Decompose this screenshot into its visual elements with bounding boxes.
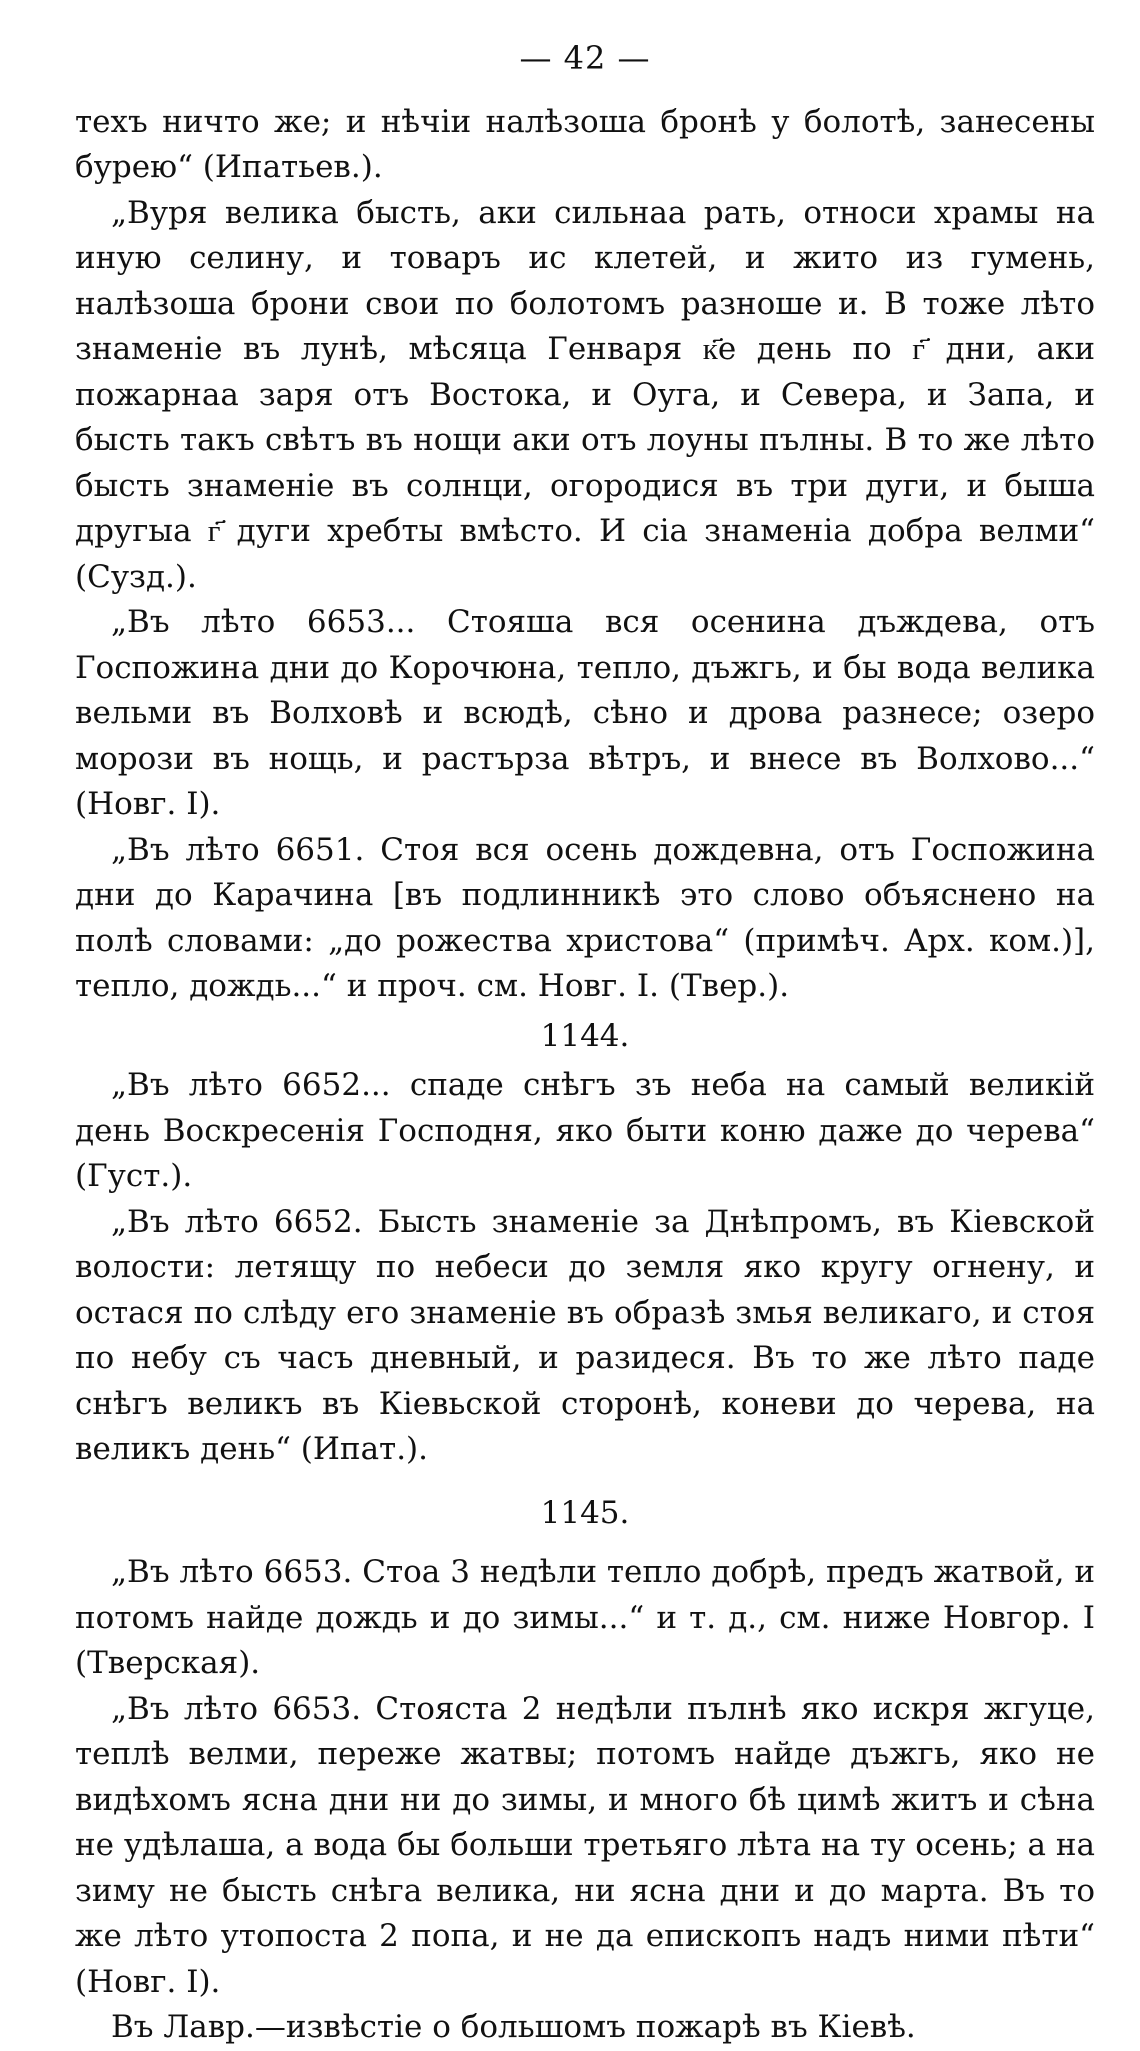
paragraph: „Въ лѣто 6653. Стояста 2 недѣли пълнѣ яко искря жгуце, теплѣ велми, переже жатвы; потомъ найде дъжгь, яко не видѣхомъ ясна дни ни до зимы, и много бѣ цимѣ житъ и сѣна не удѣлаша, а вода бы больши третьяго лѣта на ту осень; а на зиму не бысть снѣга велика, ни ясна дни и до марта. Въ то же лѣто утопоста 2 попа, и не да епископъ надъ ними пѣти“ (Новг. I). bbox=[75, 1690, 1095, 2000]
text-block-1145 bbox=[75, 1550, 1095, 2051]
paragraph: „Въ лѣто 6651. Стоя вся осень дождевна, отъ Госпожина дни до Карачина [въ подлинникѣ это слово объяснено на полѣ словами: „до рожества христова“ (примѣч. Арх. ком.)], тепло, дождь...“ и проч. см. Новг. I. (Твер.). bbox=[75, 831, 1095, 1004]
year-heading-1144: 1144. bbox=[540, 1017, 630, 1054]
text-block-top bbox=[75, 100, 1095, 1010]
paragraph: „Вуря велика бысть, аки сильнаа рать, относи храмы на иную селину, и товаръ ис клетей, и жито из гумень, налѣзоша брони свои по болотомъ разноше и. В тоже лѣто знаменіе въ лунѣ, мѣсяца Генваря к҃е день по г҃ дни, аки пожарнаа заря отъ Востока, и Оуга, и Севера, и Запа, и бысть такъ свѣтъ въ нощи аки отъ лоуны пълны. В то же лѣто бысть знаменіе въ солнци, огородися въ три дуги, и быша другыа г҃ дуги хребты вмѣсто. И сіа знаменіа добра велми“ (Сузд.). bbox=[75, 194, 1095, 595]
paragraph: „Въ лѣто 6652. Бысть знаменіе за Днѣпромъ, въ Кіевской волости: летящу по небеси до земля яко кругу огнену, и остася по слѣду его знаменіе въ образѣ змья великаго, и стоя по небу съ часъ дневный, и разидеся. Въ то же лѣто паде снѣгъ великъ въ Кіевьской сторонѣ, коневи до черева, на великъ день“ (Ипат.). bbox=[75, 1203, 1095, 1467]
document-page bbox=[75, 36, 1095, 2051]
paragraph: техъ ничто же; и нѣчіи налѣзоша бронѣ у болотѣ, занесены бурею“ (Ипатьев.). bbox=[75, 103, 1095, 185]
text-block-1144 bbox=[75, 1063, 1095, 1473]
paragraph: „Въ лѣто 6653. Стоа 3 недѣли тепло добрѣ, предъ жатвой, и потомъ найде дождь и до зимы...“ и т. д., см. ниже Новгор. I (Тверская). bbox=[75, 1554, 1095, 1681]
paragraph: Въ Лавр.—извѣстіе о большомъ пожарѣ въ Кіевѣ. bbox=[111, 2009, 916, 2045]
year-heading-1145: 1145. bbox=[540, 1494, 630, 1531]
paragraph: „Въ лѣто 6653... Стояша вся осенина дъждева, отъ Госпожина дни до Корочюна, тепло, дъжгь, и бы вода велика вельми въ Волховѣ и всюдѣ, сѣно и дрова разнесе; озеро морози въ нощь, и растърза вѣтръ, и внесе въ Волхово...“ (Новг. I). bbox=[75, 604, 1095, 822]
page-number-header: — 42 — bbox=[519, 39, 651, 77]
paragraph: „Въ лѣто 6652... спаде снѣгъ зъ неба на самый великій день Воскресенія Господня, яко быти коню даже до черева“ (Густ.). bbox=[75, 1067, 1095, 1194]
